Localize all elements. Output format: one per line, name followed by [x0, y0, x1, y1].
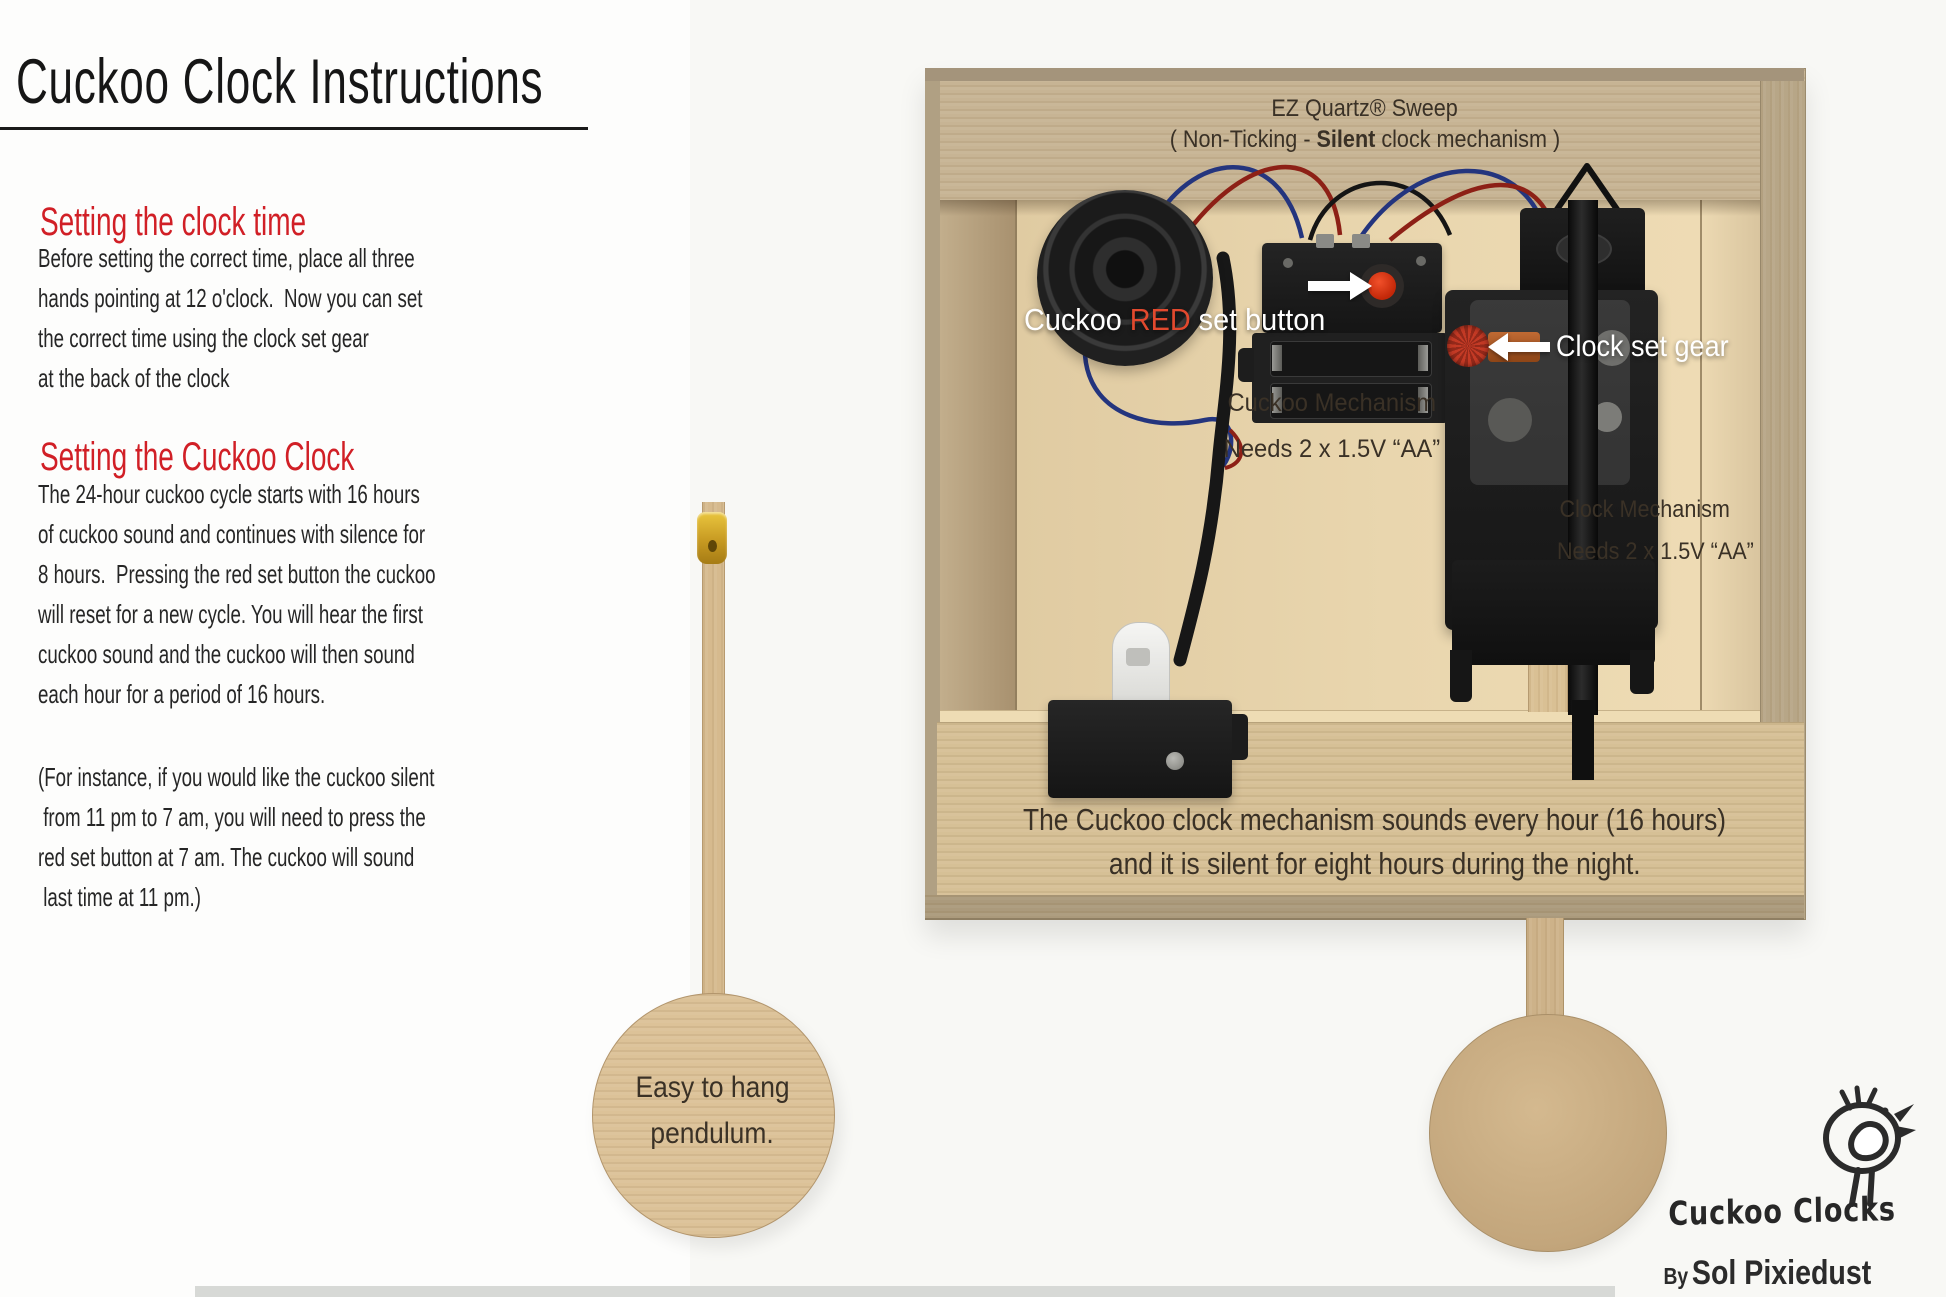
page-title: Cuckoo Clock Instructions: [16, 47, 544, 117]
section-heading-cuckoo-clock: Setting the Cuckoo Clock: [40, 435, 355, 479]
logo-name: Sol Pixiedust: [1691, 1254, 1872, 1292]
box-footer-line2: and it is silent for eight hours during the night.: [1108, 846, 1641, 881]
arrow-left-icon: [1488, 332, 1550, 362]
cuckoo-mechanism-label-line1: Cuckoo Mechanism: [1227, 389, 1437, 417]
instruction-line: red set button at 7 am. The cuckoo will sound: [38, 842, 415, 872]
connector-block: [1352, 234, 1370, 248]
instruction-line: the correct time using the clock set gear: [38, 323, 369, 353]
instruction-line: The 24-hour cuckoo cycle starts with 16 hours: [38, 479, 420, 509]
annotation-clock-set-gear: Clock set gear: [1556, 330, 1729, 363]
section-cuckoo-clock-text: [38, 474, 436, 714]
instruction-line: cuckoo sound and the cuckoo will then sound: [38, 639, 415, 669]
logo-byline: [1656, 1236, 1871, 1293]
box-bottom-edge: [925, 895, 1804, 920]
wire-blue: [1085, 355, 1231, 470]
instruction-line: of cuckoo sound and continues with silence for: [38, 519, 426, 549]
battery-contact: [1418, 345, 1428, 371]
wire-blue: [1360, 171, 1545, 238]
battery-bay: [1270, 341, 1432, 377]
gear-icon: [1488, 398, 1532, 442]
section-note-text: [38, 757, 434, 917]
instruction-line: each hour for a period of 16 hours.: [38, 679, 326, 709]
clock-mechanism-lower: [1452, 560, 1655, 665]
clock-mechanism-label-line2: Needs 2 x 1.5V “AA”: [1556, 538, 1754, 565]
left-pendulum-bob: [592, 993, 835, 1238]
section-heading-clock-time: Setting the clock time: [40, 200, 307, 244]
bird-logo-icon: [1790, 1078, 1930, 1208]
bellows-box: [1048, 700, 1232, 798]
box-footer-line1: The Cuckoo clock mechanism sounds every hour (16 hours): [1022, 802, 1726, 837]
brass-hanger-hole: [708, 540, 717, 552]
instruction-line: (For instance, if you would like the cuckoo silent: [38, 762, 435, 792]
instruction-line: at the back of the clock: [38, 363, 230, 393]
photo-floor-strip: [195, 1286, 1615, 1297]
arrow-right-icon: [1308, 270, 1372, 302]
box-right-wall: [1700, 200, 1762, 718]
cuckoo-mechanism-label-line2: Needs 2 x 1.5V “AA”: [1223, 435, 1441, 463]
instruction-line: Before setting the correct time, place all three: [38, 243, 415, 273]
instruction-line: 8 hours. Pressing the red set button the cuckoo: [38, 559, 436, 589]
right-pendulum-bob: [1429, 1014, 1667, 1252]
instruction-line: will reset for a new cycle. You will hear the first: [38, 599, 423, 629]
title-underline: [0, 127, 588, 130]
screw-icon: [1416, 256, 1426, 266]
pendulum-label-line1: Easy to hang: [635, 1071, 790, 1104]
bellows-tab: [1232, 714, 1248, 760]
screw-icon: [1166, 752, 1184, 770]
clock-mechanism-label-line1: Clock Mechanism: [1559, 496, 1731, 523]
left-pendulum-rod: [702, 502, 725, 1007]
box-left-wall: [940, 200, 1017, 718]
annotation-red-button: Cuckoo RED set button: [1024, 302, 1326, 337]
whistle: [1112, 622, 1170, 712]
red-set-button: [1368, 272, 1396, 300]
clock-set-gear: [1447, 325, 1489, 367]
box-top-edge: [925, 68, 1804, 81]
red-word: RED: [1129, 302, 1191, 337]
instruction-line: last time at 11 pm.): [38, 882, 201, 912]
connector-block: [1316, 234, 1334, 248]
pendulum-label-line2: pendulum.: [650, 1117, 775, 1150]
logo-by: By: [1663, 1263, 1689, 1289]
box-header-line2: ( Non-Ticking - Silent clock mechanism ): [1169, 126, 1560, 153]
instruction-line: hands pointing at 12 o'clock. Now you can set: [38, 283, 423, 313]
battery-contact: [1272, 345, 1282, 371]
mount-tab: [1238, 348, 1254, 382]
logo-brand: Cuckoo Clocks: [1668, 1189, 1897, 1233]
instruction-line: from 11 pm to 7 am, you will need to press the: [38, 802, 426, 832]
brass-hanger-icon: [697, 512, 727, 564]
gear-window: [1470, 300, 1630, 485]
section-clock-time-text: [38, 238, 422, 398]
silent-bold: Silent: [1316, 126, 1375, 153]
foot-tab: [1630, 650, 1654, 694]
whistle-notch: [1126, 648, 1150, 666]
pendulum-leader: [1572, 700, 1594, 780]
foot-tab: [1450, 650, 1472, 702]
box-header-line1: EZ Quartz® Sweep: [1271, 95, 1458, 122]
